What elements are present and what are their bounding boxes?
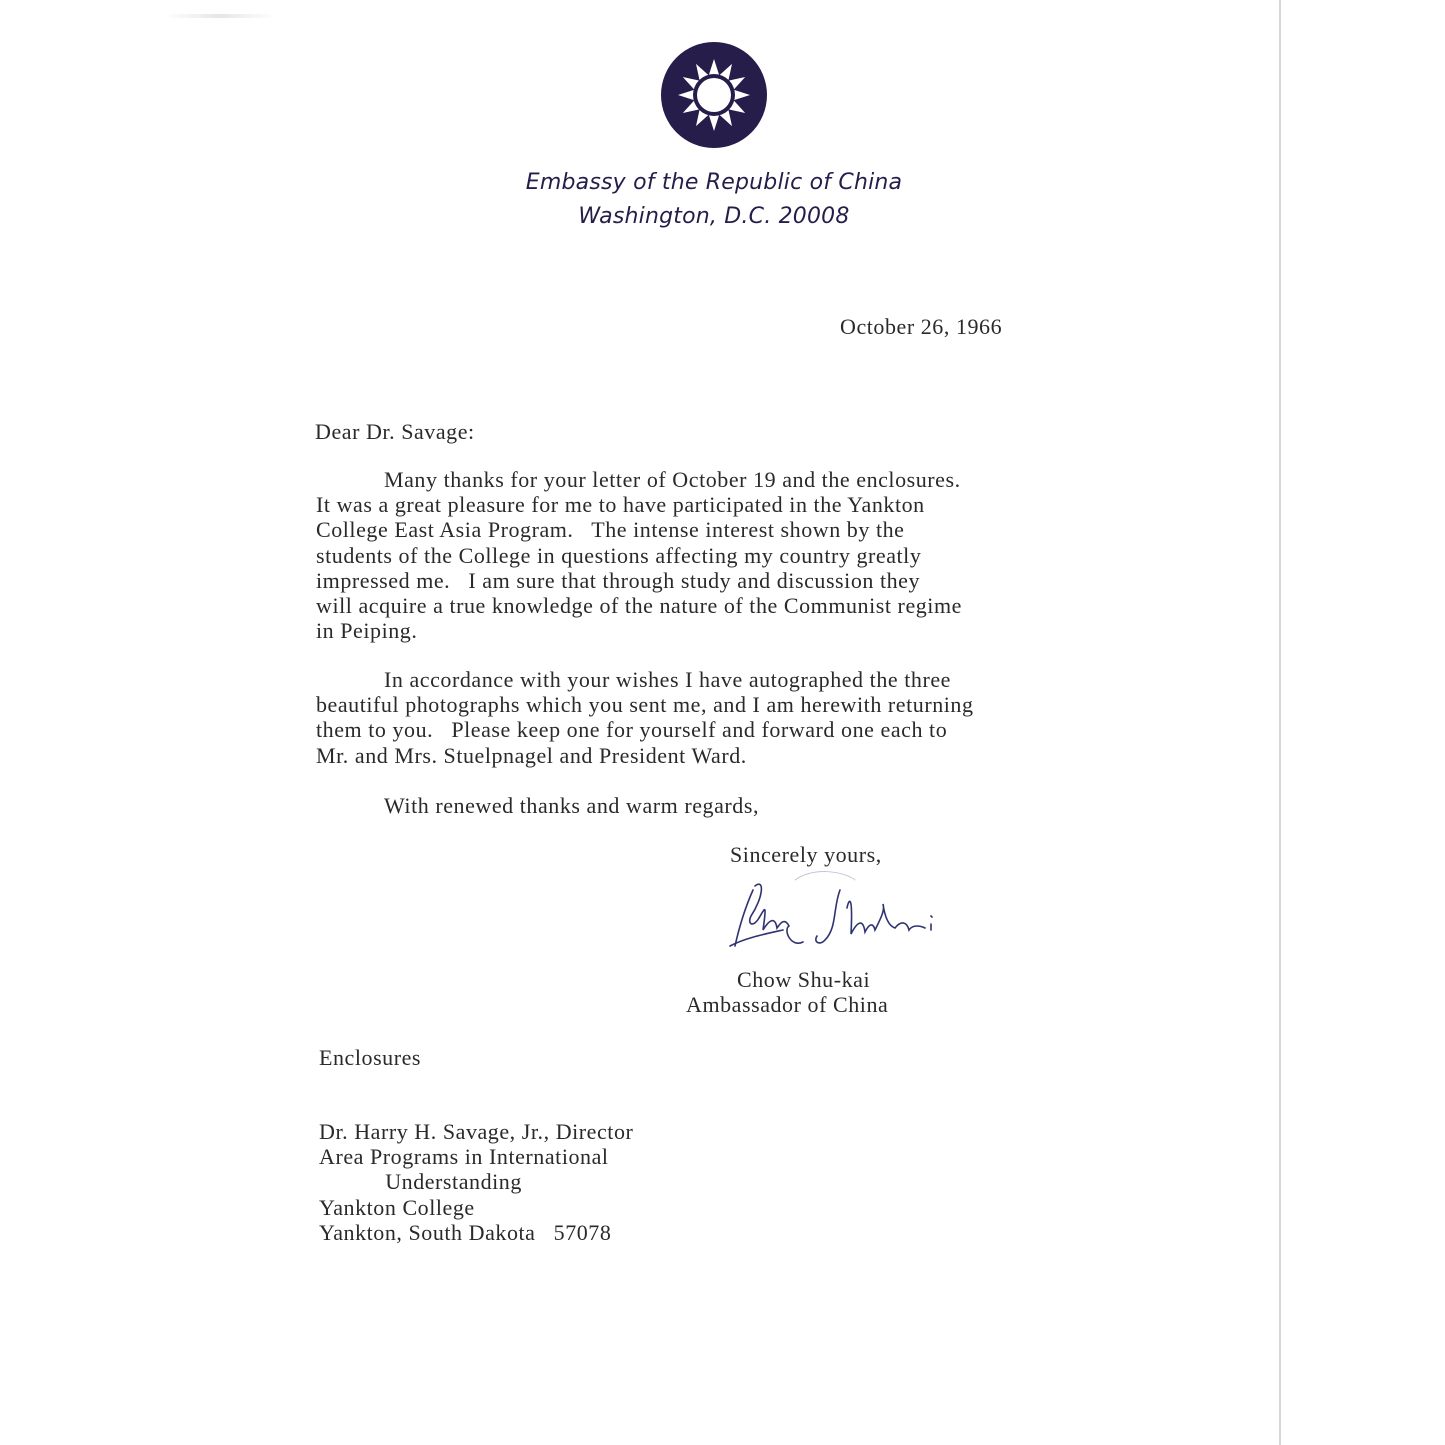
text-line: Many thanks for your letter of October 19 and the enclosures.: [384, 467, 961, 492]
text-line: College East Asia Program. The intense interest shown by the: [316, 517, 905, 543]
text-line: Mr. and Mrs. Stuelpnagel and President Ward.: [316, 742, 747, 768]
letterhead-line2: Washington, D.C. 20008: [578, 204, 850, 229]
signer-title: Ambassador of China: [686, 992, 889, 1017]
text-line: In accordance with your wishes I have autographed the three: [384, 667, 951, 692]
salutation: Dear Dr. Savage:: [315, 419, 475, 444]
closing: Sincerely yours,: [730, 842, 882, 867]
text-line: With renewed thanks and warm regards,: [384, 793, 760, 818]
text-line: beautiful photographs which you sent me, and I am herewith returning: [316, 692, 974, 718]
address-line: Yankton, South Dakota 57078: [319, 1219, 612, 1245]
letterhead-line1: Embassy of the Republic of China: [525, 170, 903, 195]
address-line: Yankton College: [319, 1194, 475, 1220]
address-line: Area Programs in International: [319, 1144, 609, 1170]
paragraph-2: [316, 667, 974, 768]
address-line: Dr. Harry H. Savage, Jr., Director: [319, 1119, 634, 1144]
signer-name: Chow Shu-kai: [737, 967, 871, 992]
letter-date: October 26, 1966: [840, 314, 1003, 339]
text-line: students of the College in questions affecting my country greatly: [316, 542, 922, 568]
text-line: will acquire a true knowledge of the nature of the Communist regime: [316, 593, 962, 619]
text-line: impressed me. I am sure that through study and discussion they: [316, 567, 921, 593]
signature: [725, 868, 945, 958]
text-line: It was a great pleasure for me to have participated in the Yankton: [316, 492, 925, 518]
recipient-address: [319, 1119, 633, 1245]
embassy-seal-icon: [661, 42, 767, 148]
paragraph-1: [316, 467, 962, 643]
text-line: them to you. Please keep one for yourself and forward one each to: [316, 717, 948, 743]
text-line: in Peiping.: [316, 618, 418, 644]
address-line: Understanding: [361, 1169, 522, 1195]
paragraph-3: [316, 793, 759, 818]
enclosures-note: Enclosures: [319, 1045, 422, 1070]
scan-smudge: [165, 14, 275, 18]
